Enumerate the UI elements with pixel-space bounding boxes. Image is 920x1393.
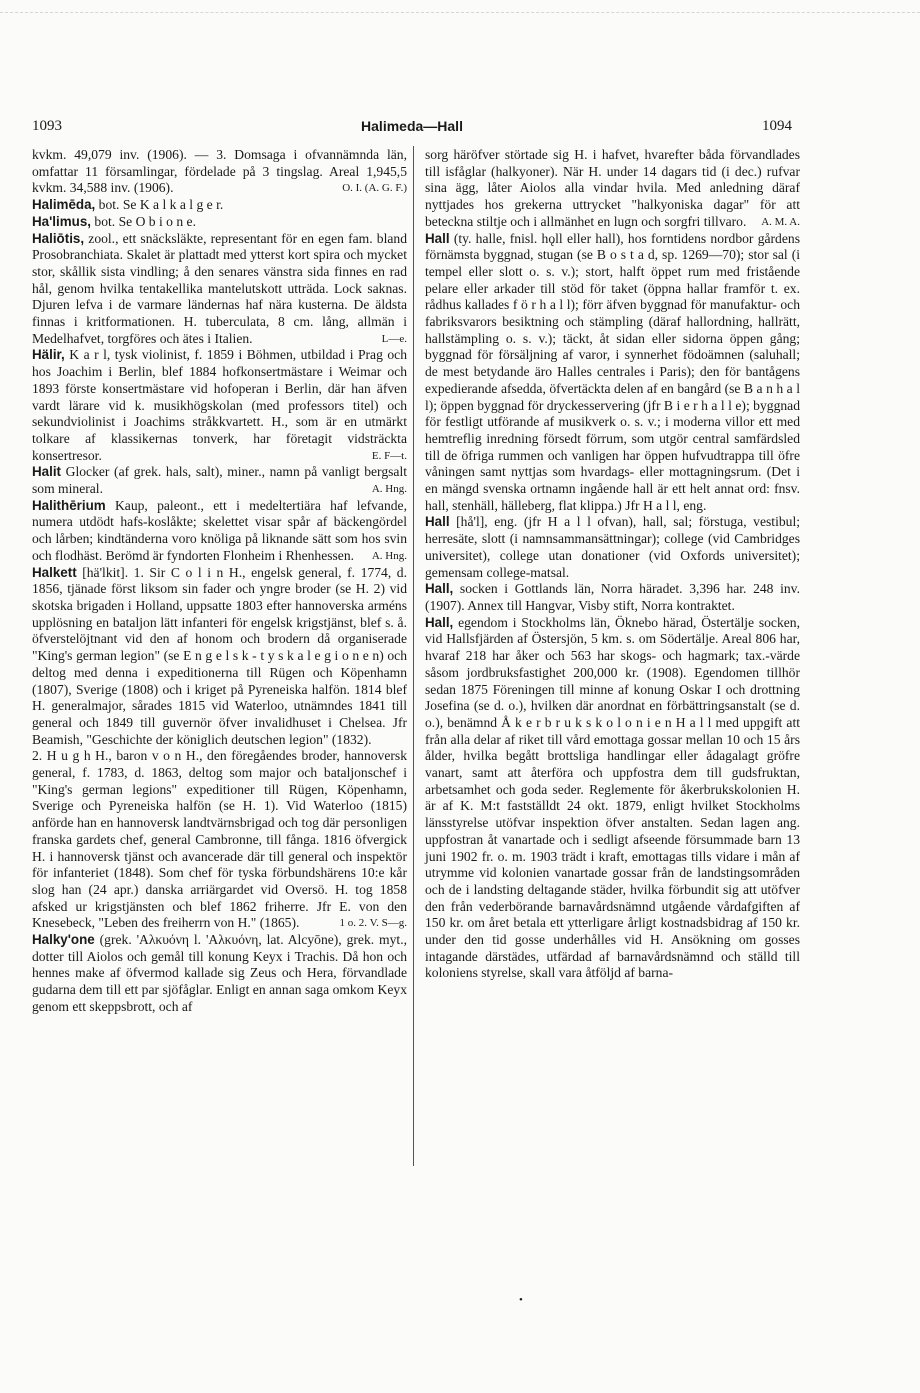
entry bbox=[32, 748, 407, 932]
entry-headword: Hälir, bbox=[32, 347, 65, 363]
entry-headword: Halit bbox=[32, 464, 62, 480]
entry-text: socken i Gottlands län, Norra häradet. 3,396 har. 248 inv. (1907). Annex till Hangvar, Visby stift, Norra kontraktet. bbox=[425, 581, 800, 613]
right-column bbox=[425, 147, 800, 982]
entry-text: 2. H u g h H., baron v o n H., den föregåendes broder, hannoversk general, f. 1783, d. 1863, deltog som major och bataljonschef i "King's german legions" expeditioner till Rügen, Köpenhamn, Sverige och Pyreneiska halfön (se H. 1). Vid Waterloo (1815) anförde han en hannoversk landtvärnsbrigad och tog där personligen franska gardets chef, general Cambronne, till fånga. 1816 öfvergick H. i hannoversk tjänst och avancerade där till general och inspektör för infanteriet (1848). Som chef för tyska förbundshärens 10:e kår slog han (24 apr.) danska arriärgardet vid Oversö. H. tog 1858 afsked ur krigstjänsten och blef 1862 friherre. Jfr E. von den Knesebeck, "Leben des freiherrn von H." (1865). bbox=[32, 748, 407, 931]
entry-text: (ty. halle, fnisl. hǫll eller hall), hos forntidens nordbor gårdens förnämsta byggnad, stugan (se B o s t a d, sp. 1269—70); stor sal (i tempel eller slott o. s. v.); stort, halft öppet rum med fristående pelare eller arkader till stöd för taket (öppna hallar framför t. ex. rådhus kallades f ö r h a l l); förr äfven byggnad för manufaktur- och fabriksvarors besiktning och stämpling (däraf hallordning, hallrätt, hallstämpling o. s. v.); täckt, åt sidan eller sidorna öppen gång; byggnad för försäljning af varor, i synnerhet födoämnen (saluhall; de mest betydande äro Halles centrales i Paris); den för bantågens expedierande afsedda, öfvertäckta delen af en bangård (se B a n h a l l); öppen byggnad för dryckesservering (jfr B i e r h a l l e); byggnad för festligt utförande af musikverk o. s. v.; i moderna villor ett med hemtreflig inredning försedt förrum, som utgör central samfärdsled till de öfriga rummen och vanligen har öppen hufvudtrappa till öfre våningen samt nyttjas som hvardags- eller mottagningsrum. (Det i en mängd svenska ortnamn ingående hall är ett helt annat ord: fnsv. hall, stenhäll, hälleberg, flat klippa.) Jfr H a l l, eng. bbox=[425, 230, 800, 513]
entry-text: zool., ett snäcksläkte, representant för en egen fam. bland Prosobranchiata. Skalet är plattadt med ytterst kort spira och mycket stor, skållik sista vindling; å den senares vänstra sida finnes en rad hål, genom hvilka tentakellika mantelutskott utträda. Lock saknas. Djuren lefva i de varmare ländernas haf nära kusterna. De äldsta finnas i kritformationen. H. tuberculata, 8 cm. lång, allmän i Medelhafvet, torgföres och ätes i Italien. bbox=[32, 230, 408, 346]
footer-mark: • bbox=[519, 1294, 523, 1306]
entry bbox=[425, 615, 800, 982]
entry-text: bot. Se K a l k a l g e r. bbox=[98, 197, 224, 213]
entry bbox=[32, 231, 407, 348]
entry-signature: E. F—t. bbox=[371, 449, 407, 462]
entry-text: K a r l, tysk violinist, f. 1859 i Böhmen, utbildad i Prag och hos Joachim i Berlin, blef 1884 hofkonsertmästare i Weimar och 1893 förste konsertmästare vid hofoperan i Berlin, där han äfven vardt lärare vid k. musikhögskolan (med professors titel) och sekundviolinist i Joachims stråkkvartett. H., som är en utmärkt tolkare af klassikernas tonverk, har företagit vidsträckta konsertresor. bbox=[32, 347, 407, 463]
entry-headword: Hall bbox=[425, 514, 450, 530]
entry-signature: A. Hng. bbox=[371, 483, 407, 496]
entry bbox=[32, 464, 407, 497]
entry bbox=[32, 147, 407, 197]
entry-signature: A. Hng. bbox=[371, 549, 407, 562]
left-column bbox=[32, 147, 407, 1016]
entry-text: (grek. 'Αλκυόνη l. 'Αλκυόνη, lat. Alcyōne), grek. myt., dotter till Aiolos och gemål till konung Keyx i Trachis. Då hon och hennes make af öfvermod kallade sig Zeus och Hera, förvandlade gudarna dem till ett par sjöfåglar. Enligt en annan saga omkom Keyx genom ett skeppsbrott, och af bbox=[32, 932, 407, 1014]
entry bbox=[32, 932, 407, 1016]
entry bbox=[32, 197, 407, 214]
entry-text: egendom i Stockholms län, Öknebo härad, Östertälje socken, vid Hallsfjärden af Östersjön, 5 km. s. om Södertälje. Areal 806 har, hvaraf 218 har åker och 563 har skogs- och hagmark; tax.-värde såsom jordbruksfastighet 200,000 kr. (1908). Egendomen tillhör sedan 1875 Föreningen till minne af konung Oskar I och drottning Josefina (se d. o.), hvilken där anordnat en förbättringsanstalt (se d. o.), benämnd Å k e r b r u k s k o l o n i e n H a l l med uppgift att från alla delar af riket till vård emottaga gossar mellan 10 och 15 års ålder, hvilka begått brottsliga handlingar eller ådagalagt gröfre vanart, samt att återföra och uppfostra dem till gudsfruktan, arbetsamhet och goda seder. Reglemente för åkerbrukskolonien H. är af K. M:t fastställdt 24 okt. 1879, enligt hvilket Stockholms länsstyrelse utöfvar inspektion öfver anstalten. Sedan lagen ang. uppfostran åt vanartade och i sedligt afseende försummade barn 13 juni 1902 fr. o. m. 1903 trädt i kraft, emottagas tills vidare i mån af utrymme vid kolonien vanartade gossar från de landstingsområden och de i landsting deltagande städer, hvilka förbundit sig att utöfver den från vederbörande barnavårdsnämnd utgående vårdafgiften af 150 kr. om året betala ett ytterligare årligt kostnadsbidrag af 150 kr. under den tid gosse underhålles vid H. Ansökning om gosses intagande därstädes, utfärdad af barnavårdsnämnd och ställd till koloniens styrelse, skall vara åtföljd af barna- bbox=[425, 614, 800, 981]
entry bbox=[32, 565, 407, 749]
entry bbox=[32, 498, 407, 565]
column-divider bbox=[413, 146, 414, 1166]
entry-text: kvkm. 49,079 inv. (1906). — 3. Domsaga i ofvannämnda län, omfattar 11 församlingar, fördelade på 3 tingslag. Areal 1,945,5 kvkm. 34,588 inv. (1906). bbox=[32, 147, 407, 196]
entry bbox=[425, 231, 800, 515]
page-number-right: 1094 bbox=[762, 118, 792, 134]
entry-headword: Haliōtis, bbox=[32, 230, 85, 246]
entry-headword: Hall, bbox=[425, 614, 454, 630]
entry-headword: Halkett bbox=[32, 564, 77, 580]
entry bbox=[425, 514, 800, 581]
entry-signature: 1 o. 2. V. S—g. bbox=[339, 917, 407, 930]
entry bbox=[425, 581, 800, 614]
entry-text: Kaup, paleont., ett i medeltertiära haf lefvande, numera utdödt hafs-koslåkte; skelettet visar spår af bäckengördel och lårben; kindtänderna voro knöliga på liknande sätt som hos svin och flodhäst. Berömd är fyndorten Flonheim i Rhenhessen. bbox=[32, 497, 407, 563]
entry-signature: O. I. (A. G. F.) bbox=[342, 182, 407, 195]
entry bbox=[425, 147, 800, 231]
entry-text: [hä'lkit]. 1. Sir C o l i n H., engelsk general, f. 1774, d. 1856, tjänade först liksom sin fader och yngre broder (se H. 2) vid skotska brigaden i Holland, uppsatte 1803 efter hannoverska arméns upplösning en bataljon lätt infanteri för engelsk krigstjänst, blef s. å. öfverstelöjtnant vid den af honom och brodern då organiserade "King's german legion" (se E n g e l s k - t y s k a l e g i o n e n) och deltog med denna i expeditionerna till Rügen och Köpenhamn (1807), Sverige (1808) och i kriget på Pyreneiska halfön. 1814 blef H. generalmajor, sårades 1815 vid Waterloo, utnämndes 1841 till general och 1849 till guvernör öfver invalidhuset i Chelsea. Jfr Beamish, "Geschichte der königlich deutschen legion" (1832). bbox=[32, 564, 407, 747]
entry-text: bot. Se O b i o n e. bbox=[94, 213, 196, 229]
page-number-left: 1093 bbox=[32, 118, 62, 134]
entry-headword: Ha'limus, bbox=[32, 213, 91, 229]
top-rule bbox=[0, 12, 920, 13]
entry-text: sorg häröfver störtade sig H. i hafvet, hvarefter båda förvandlades till isfåglar (halkyoner). När H. under 14 dagars tid (i dec.) rufvar sina ägg, låter Aiolos alla vindar hvila. Med anledning däraf nyttjades hos grekerna uttrycket "halkyoniska dagar" för att beteckna stiltje och i allmänhet en lugn och sorgfri tillvaro. bbox=[425, 147, 800, 229]
entry-headword: Hall, bbox=[425, 581, 454, 597]
page-header bbox=[32, 118, 792, 138]
entry-signature: A. M. A. bbox=[761, 215, 800, 228]
entry-headword: Halky'one bbox=[32, 932, 95, 948]
entry-headword: Halimēda, bbox=[32, 197, 96, 213]
entry-headword: Hall bbox=[425, 230, 450, 246]
running-head: Halimeda—Hall bbox=[361, 118, 463, 134]
entry-headword: Halithērium bbox=[32, 497, 106, 513]
entry-signature: L—e. bbox=[381, 332, 407, 345]
entry-text: Glocker (af grek. hals, salt), miner., namn på vanligt bergsalt som mineral. bbox=[32, 464, 407, 497]
entry-text: [hå'l], eng. (jfr H a l l ofvan), hall, sal; förstuga, vestibul; herresäte, slott (i namnsammansättningar); college (vid Cambridges universitet), college utan donationer (vid Oxfords universitet); gemensam college-matsal. bbox=[425, 514, 800, 580]
entry bbox=[32, 347, 407, 464]
entry bbox=[32, 214, 407, 231]
